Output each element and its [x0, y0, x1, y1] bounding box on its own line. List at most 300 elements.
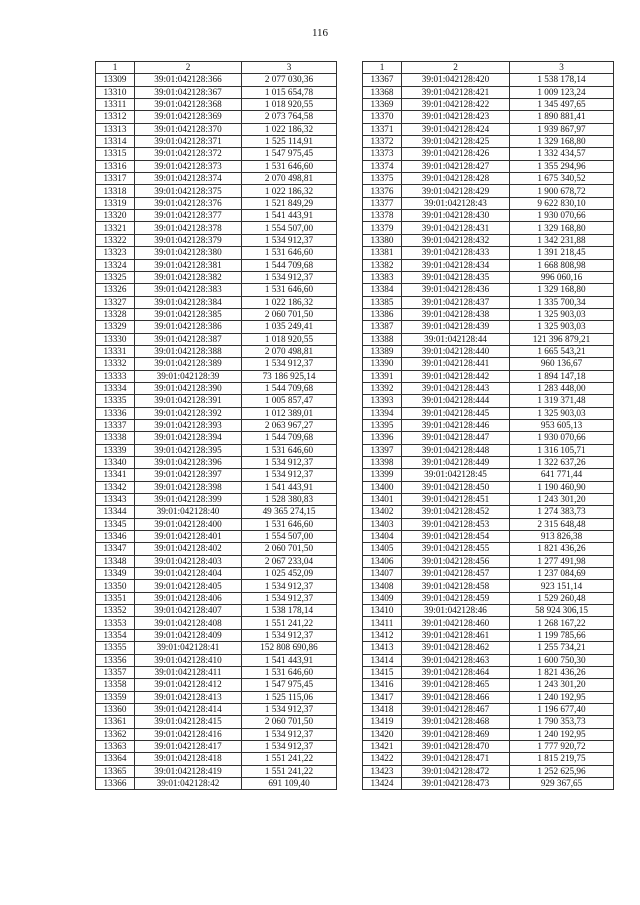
value-cell: 152 808 690,86: [242, 642, 337, 654]
table-row: [363, 691, 614, 703]
cadastral-number-cell: 39:01:042128:461: [402, 629, 510, 641]
value-cell: 1 355 294,96: [510, 160, 614, 172]
value-cell: 691 109,40: [242, 777, 337, 789]
row-number-cell: 13372: [363, 136, 402, 148]
table-row: [363, 296, 614, 308]
table-row: [96, 308, 337, 320]
cadastral-number-cell: 39:01:042128:473: [402, 777, 510, 789]
cadastral-number-cell: 39:01:042128:441: [402, 358, 510, 370]
table-row: [363, 382, 614, 394]
value-cell: 1 342 231,88: [510, 234, 614, 246]
cadastral-number-cell: 39:01:042128:395: [135, 444, 242, 456]
value-cell: 1 930 070,66: [510, 210, 614, 222]
value-cell: 1 325 903,03: [510, 321, 614, 333]
value-cell: 1 329 168,80: [510, 284, 614, 296]
row-number-cell: 13419: [363, 716, 402, 728]
row-number-cell: 13418: [363, 703, 402, 715]
table-row: [363, 765, 614, 777]
row-number-cell: 13393: [363, 395, 402, 407]
cadastral-number-cell: 39:01:042128:426: [402, 148, 510, 160]
table-row: [363, 592, 614, 604]
row-number-cell: 13356: [96, 654, 135, 666]
value-cell: 1 551 241,22: [242, 765, 337, 777]
cadastral-number-cell: 39:01:042128:419: [135, 765, 242, 777]
row-number-cell: 13313: [96, 123, 135, 135]
row-number-cell: 13335: [96, 395, 135, 407]
row-number-cell: 13370: [363, 111, 402, 123]
row-number-cell: 13333: [96, 370, 135, 382]
value-cell: 1 538 178,14: [242, 605, 337, 617]
value-cell: 1 939 867,97: [510, 123, 614, 135]
row-number-cell: 13336: [96, 407, 135, 419]
cadastral-number-cell: 39:01:042128:422: [402, 99, 510, 111]
row-number-cell: 13350: [96, 580, 135, 592]
value-cell: 913 826,38: [510, 531, 614, 543]
table-row: [96, 395, 337, 407]
value-cell: 1 538 178,14: [510, 74, 614, 86]
cadastral-number-cell: 39:01:042128:459: [402, 592, 510, 604]
table-row: [96, 555, 337, 567]
value-cell: 121 396 879,21: [510, 333, 614, 345]
row-number-cell: 13315: [96, 148, 135, 160]
row-number-cell: 13397: [363, 444, 402, 456]
table-row: [363, 605, 614, 617]
cadastral-number-cell: 39:01:042128:411: [135, 666, 242, 678]
table-row: [363, 481, 614, 493]
table-row: [363, 185, 614, 197]
table-row: [96, 271, 337, 283]
cadastral-number-cell: 39:01:042128:418: [135, 753, 242, 765]
value-cell: 1 018 920,55: [242, 333, 337, 345]
table-row: [96, 136, 337, 148]
cadastral-number-cell: 39:01:042128:449: [402, 457, 510, 469]
cadastral-number-cell: 39:01:042128:401: [135, 531, 242, 543]
cadastral-number-cell: 39:01:042128:377: [135, 210, 242, 222]
table-row: [363, 321, 614, 333]
cadastral-number-cell: 39:01:042128:423: [402, 111, 510, 123]
table-row: [96, 358, 337, 370]
row-number-cell: 13388: [363, 333, 402, 345]
value-cell: 1 531 646,60: [242, 666, 337, 678]
row-number-cell: 13409: [363, 592, 402, 604]
cadastral-number-cell: 39:01:042128:373: [135, 160, 242, 172]
row-number-cell: 13374: [363, 160, 402, 172]
row-number-cell: 13373: [363, 148, 402, 160]
row-number-cell: 13404: [363, 531, 402, 543]
table-row: [363, 555, 614, 567]
value-cell: 960 136,67: [510, 358, 614, 370]
row-number-cell: 13341: [96, 469, 135, 481]
table-row: [363, 123, 614, 135]
cadastral-number-cell: 39:01:042128:405: [135, 580, 242, 592]
cadastral-number-cell: 39:01:042128:437: [402, 296, 510, 308]
row-number-cell: 13402: [363, 506, 402, 518]
table-row: [96, 481, 337, 493]
cadastral-number-cell: 39:01:042128:402: [135, 543, 242, 555]
value-cell: 1 531 646,60: [242, 284, 337, 296]
row-number-cell: 13423: [363, 765, 402, 777]
value-cell: 1 237 084,69: [510, 568, 614, 580]
row-number-cell: 13342: [96, 481, 135, 493]
table-row: [363, 728, 614, 740]
row-number-cell: 13382: [363, 259, 402, 271]
table-row: [96, 605, 337, 617]
value-cell: 1 022 186,32: [242, 123, 337, 135]
row-number-cell: 13405: [363, 543, 402, 555]
table-row: [96, 284, 337, 296]
value-cell: 1 525 114,91: [242, 136, 337, 148]
table-row: [363, 518, 614, 530]
table-row: [363, 469, 614, 481]
value-cell: 1 815 219,75: [510, 753, 614, 765]
table-row: [96, 568, 337, 580]
row-number-cell: 13359: [96, 691, 135, 703]
table-row: [363, 654, 614, 666]
table-row: [363, 358, 614, 370]
value-cell: 1 332 434,57: [510, 148, 614, 160]
value-cell: 1 675 340,52: [510, 173, 614, 185]
cadastral-number-cell: 39:01:042128:448: [402, 444, 510, 456]
row-number-cell: 13343: [96, 494, 135, 506]
value-cell: 2 067 233,04: [242, 555, 337, 567]
table-row: [363, 222, 614, 234]
cadastral-number-cell: 39:01:042128:425: [402, 136, 510, 148]
value-cell: 1 821 436,26: [510, 543, 614, 555]
row-number-cell: 13414: [363, 654, 402, 666]
table-row: [363, 271, 614, 283]
table-row: [96, 629, 337, 641]
row-number-cell: 13339: [96, 444, 135, 456]
page-number: 116: [311, 27, 329, 39]
cadastral-number-cell: 39:01:042128:453: [402, 518, 510, 530]
value-cell: 1 022 186,32: [242, 296, 337, 308]
cadastral-number-cell: 39:01:042128:410: [135, 654, 242, 666]
table-row: [96, 197, 337, 209]
value-cell: 1 534 912,37: [242, 271, 337, 283]
value-cell: 1 544 709,68: [242, 382, 337, 394]
row-number-cell: 13334: [96, 382, 135, 394]
column-3-header: 3: [242, 62, 337, 74]
table-row: [96, 679, 337, 691]
row-number-cell: 13363: [96, 740, 135, 752]
table-row: [96, 222, 337, 234]
value-cell: 1 544 709,68: [242, 432, 337, 444]
value-cell: 1 252 625,96: [510, 765, 614, 777]
value-cell: 1 525 115,06: [242, 691, 337, 703]
cadastral-number-cell: 39:01:042128:399: [135, 494, 242, 506]
row-number-cell: 13329: [96, 321, 135, 333]
table-row: [96, 518, 337, 530]
cadastral-number-cell: 39:01:042128:442: [402, 370, 510, 382]
table-row: [363, 703, 614, 715]
table-row: [96, 691, 337, 703]
table-row: [96, 210, 337, 222]
cadastral-number-cell: 39:01:042128:391: [135, 395, 242, 407]
table-row: [363, 642, 614, 654]
cadastral-number-cell: 39:01:042128:393: [135, 419, 242, 431]
table-row: [363, 136, 614, 148]
cadastral-number-cell: 39:01:042128:42: [135, 777, 242, 789]
cadastral-number-cell: 39:01:042128:379: [135, 234, 242, 246]
table-row: [96, 642, 337, 654]
row-number-cell: 13340: [96, 457, 135, 469]
table-row: [96, 753, 337, 765]
row-number-cell: 13320: [96, 210, 135, 222]
value-cell: 2 070 498,81: [242, 173, 337, 185]
value-cell: 1 534 912,37: [242, 629, 337, 641]
row-number-cell: 13367: [363, 74, 402, 86]
table-row: [363, 629, 614, 641]
row-number-cell: 13358: [96, 679, 135, 691]
value-cell: 1 534 912,37: [242, 358, 337, 370]
value-cell: 953 605,13: [510, 419, 614, 431]
row-number-cell: 13385: [363, 296, 402, 308]
table-row: [96, 173, 337, 185]
row-number-cell: 13354: [96, 629, 135, 641]
table-row: [363, 494, 614, 506]
row-number-cell: 13376: [363, 185, 402, 197]
value-cell: 1 534 912,37: [242, 703, 337, 715]
table-row: [96, 370, 337, 382]
row-number-cell: 13417: [363, 691, 402, 703]
row-number-cell: 13411: [363, 617, 402, 629]
row-number-cell: 13379: [363, 222, 402, 234]
table-row: [96, 148, 337, 160]
value-cell: 58 924 306,15: [510, 605, 614, 617]
value-cell: 2 063 967,27: [242, 419, 337, 431]
value-cell: 1 329 168,80: [510, 222, 614, 234]
cadastral-number-cell: 39:01:042128:375: [135, 185, 242, 197]
value-cell: 1 534 912,37: [242, 728, 337, 740]
value-cell: 1 391 218,45: [510, 247, 614, 259]
cadastral-number-cell: 39:01:042128:428: [402, 173, 510, 185]
table-row: [363, 148, 614, 160]
cadastral-number-cell: 39:01:042128:457: [402, 568, 510, 580]
row-number-cell: 13352: [96, 605, 135, 617]
column-3-header: 3: [510, 62, 614, 74]
cadastral-number-cell: 39:01:042128:445: [402, 407, 510, 419]
value-cell: 1 551 241,22: [242, 753, 337, 765]
cadastral-number-cell: 39:01:042128:427: [402, 160, 510, 172]
cadastral-number-cell: 39:01:042128:465: [402, 679, 510, 691]
row-number-cell: 13360: [96, 703, 135, 715]
row-number-cell: 13387: [363, 321, 402, 333]
value-cell: 1 894 147,18: [510, 370, 614, 382]
column-2-header: 2: [135, 62, 242, 74]
cadastral-number-cell: 39:01:042128:394: [135, 432, 242, 444]
row-number-cell: 13380: [363, 234, 402, 246]
value-cell: 641 771,44: [510, 469, 614, 481]
cadastral-number-cell: 39:01:042128:430: [402, 210, 510, 222]
table-row: [363, 580, 614, 592]
cadastral-number-cell: 39:01:042128:385: [135, 308, 242, 320]
cadastral-number-cell: 39:01:042128:376: [135, 197, 242, 209]
value-cell: 2 060 701,50: [242, 543, 337, 555]
cadastral-number-cell: 39:01:042128:409: [135, 629, 242, 641]
row-number-cell: 13416: [363, 679, 402, 691]
cadastral-number-cell: 39:01:042128:39: [135, 370, 242, 382]
row-number-cell: 13410: [363, 605, 402, 617]
table-row: [96, 543, 337, 555]
table-row: [363, 777, 614, 789]
row-number-cell: 13421: [363, 740, 402, 752]
cadastral-number-cell: 39:01:042128:46: [402, 605, 510, 617]
cadastral-number-cell: 39:01:042128:450: [402, 481, 510, 493]
cadastral-number-cell: 39:01:042128:447: [402, 432, 510, 444]
table-row: [96, 580, 337, 592]
table-row: [96, 296, 337, 308]
row-number-cell: 13362: [96, 728, 135, 740]
row-number-cell: 13364: [96, 753, 135, 765]
cadastral-number-cell: 39:01:042128:439: [402, 321, 510, 333]
table-row: [363, 740, 614, 752]
row-number-cell: 13395: [363, 419, 402, 431]
table-row: [363, 419, 614, 431]
value-cell: 49 365 274,15: [242, 506, 337, 518]
value-cell: 1 322 637,26: [510, 457, 614, 469]
table-row: [96, 469, 337, 481]
value-cell: 1 240 192,95: [510, 691, 614, 703]
row-number-cell: 13353: [96, 617, 135, 629]
cadastral-number-cell: 39:01:042128:456: [402, 555, 510, 567]
table-row: [363, 210, 614, 222]
value-cell: 1 554 507,00: [242, 222, 337, 234]
cadastral-number-cell: 39:01:042128:454: [402, 531, 510, 543]
table-row: [363, 308, 614, 320]
row-number-cell: 13369: [363, 99, 402, 111]
row-number-cell: 13311: [96, 99, 135, 111]
header-row: [363, 62, 614, 74]
cadastral-number-cell: 39:01:042128:368: [135, 99, 242, 111]
parcel-table-right: [362, 61, 614, 790]
cadastral-number-cell: 39:01:042128:380: [135, 247, 242, 259]
table-row: [96, 345, 337, 357]
cadastral-number-cell: 39:01:042128:446: [402, 419, 510, 431]
value-cell: 73 186 925,14: [242, 370, 337, 382]
cadastral-number-cell: 39:01:042128:44: [402, 333, 510, 345]
cadastral-number-cell: 39:01:042128:417: [135, 740, 242, 752]
row-number-cell: 13400: [363, 481, 402, 493]
table-row: [363, 444, 614, 456]
value-cell: 2 070 498,81: [242, 345, 337, 357]
cadastral-number-cell: 39:01:042128:387: [135, 333, 242, 345]
row-number-cell: 13401: [363, 494, 402, 506]
table-row: [96, 617, 337, 629]
value-cell: 1 547 975,45: [242, 679, 337, 691]
cadastral-number-cell: 39:01:042128:436: [402, 284, 510, 296]
row-number-cell: 13331: [96, 345, 135, 357]
value-cell: 1 668 808,98: [510, 259, 614, 271]
row-number-cell: 13326: [96, 284, 135, 296]
cadastral-number-cell: 39:01:042128:369: [135, 111, 242, 123]
value-cell: 1 335 700,34: [510, 296, 614, 308]
table-row: [96, 494, 337, 506]
row-number-cell: 13375: [363, 173, 402, 185]
table-row: [363, 86, 614, 98]
cadastral-number-cell: 39:01:042128:432: [402, 234, 510, 246]
table-row: [96, 666, 337, 678]
value-cell: 1 319 371,48: [510, 395, 614, 407]
row-number-cell: 13406: [363, 555, 402, 567]
cadastral-number-cell: 39:01:042128:43: [402, 197, 510, 209]
table-row: [363, 666, 614, 678]
value-cell: 2 073 764,58: [242, 111, 337, 123]
cadastral-number-cell: 39:01:042128:378: [135, 222, 242, 234]
table-row: [363, 284, 614, 296]
cadastral-number-cell: 39:01:042128:420: [402, 74, 510, 86]
table-row: [96, 86, 337, 98]
value-cell: 1 541 443,91: [242, 210, 337, 222]
cadastral-number-cell: 39:01:042128:45: [402, 469, 510, 481]
value-cell: 1 890 881,41: [510, 111, 614, 123]
row-number-cell: 13309: [96, 74, 135, 86]
cadastral-number-cell: 39:01:042128:421: [402, 86, 510, 98]
value-cell: 1 531 646,60: [242, 247, 337, 259]
value-cell: 1 005 857,47: [242, 395, 337, 407]
row-number-cell: 13349: [96, 568, 135, 580]
table-row: [363, 679, 614, 691]
cadastral-number-cell: 39:01:042128:374: [135, 173, 242, 185]
value-cell: 1 528 380,83: [242, 494, 337, 506]
row-number-cell: 13316: [96, 160, 135, 172]
cadastral-number-cell: 39:01:042128:416: [135, 728, 242, 740]
table-row: [96, 123, 337, 135]
row-number-cell: 13322: [96, 234, 135, 246]
table-row: [363, 370, 614, 382]
row-number-cell: 13321: [96, 222, 135, 234]
column-1-header: 1: [96, 62, 135, 74]
table-row: [363, 99, 614, 111]
row-number-cell: 13310: [96, 86, 135, 98]
cadastral-number-cell: 39:01:042128:460: [402, 617, 510, 629]
cadastral-number-cell: 39:01:042128:407: [135, 605, 242, 617]
table-row: [96, 259, 337, 271]
row-number-cell: 13323: [96, 247, 135, 259]
row-number-cell: 13330: [96, 333, 135, 345]
value-cell: 1 534 912,37: [242, 234, 337, 246]
cadastral-number-cell: 39:01:042128:455: [402, 543, 510, 555]
row-number-cell: 13355: [96, 642, 135, 654]
cadastral-number-cell: 39:01:042128:404: [135, 568, 242, 580]
table-row: [363, 111, 614, 123]
value-cell: 1 196 677,40: [510, 703, 614, 715]
table-row: [96, 777, 337, 789]
table-row: [363, 506, 614, 518]
table-row: [96, 531, 337, 543]
cadastral-number-cell: 39:01:042128:469: [402, 728, 510, 740]
table-row: [363, 173, 614, 185]
row-number-cell: 13391: [363, 370, 402, 382]
table-row: [363, 543, 614, 555]
value-cell: 9 622 830,10: [510, 197, 614, 209]
row-number-cell: 13413: [363, 642, 402, 654]
table-row: [363, 333, 614, 345]
cadastral-number-cell: 39:01:042128:463: [402, 654, 510, 666]
value-cell: 923 151,14: [510, 580, 614, 592]
value-cell: 1 274 383,73: [510, 506, 614, 518]
value-cell: 1 529 260,48: [510, 592, 614, 604]
cadastral-number-cell: 39:01:042128:444: [402, 395, 510, 407]
cadastral-number-cell: 39:01:042128:383: [135, 284, 242, 296]
value-cell: 1 190 460,90: [510, 481, 614, 493]
cadastral-number-cell: 39:01:042128:435: [402, 271, 510, 283]
value-cell: 1 544 709,68: [242, 259, 337, 271]
row-number-cell: 13408: [363, 580, 402, 592]
table-row: [96, 160, 337, 172]
table-row: [363, 568, 614, 580]
table-row: [96, 654, 337, 666]
row-number-cell: 13403: [363, 518, 402, 530]
